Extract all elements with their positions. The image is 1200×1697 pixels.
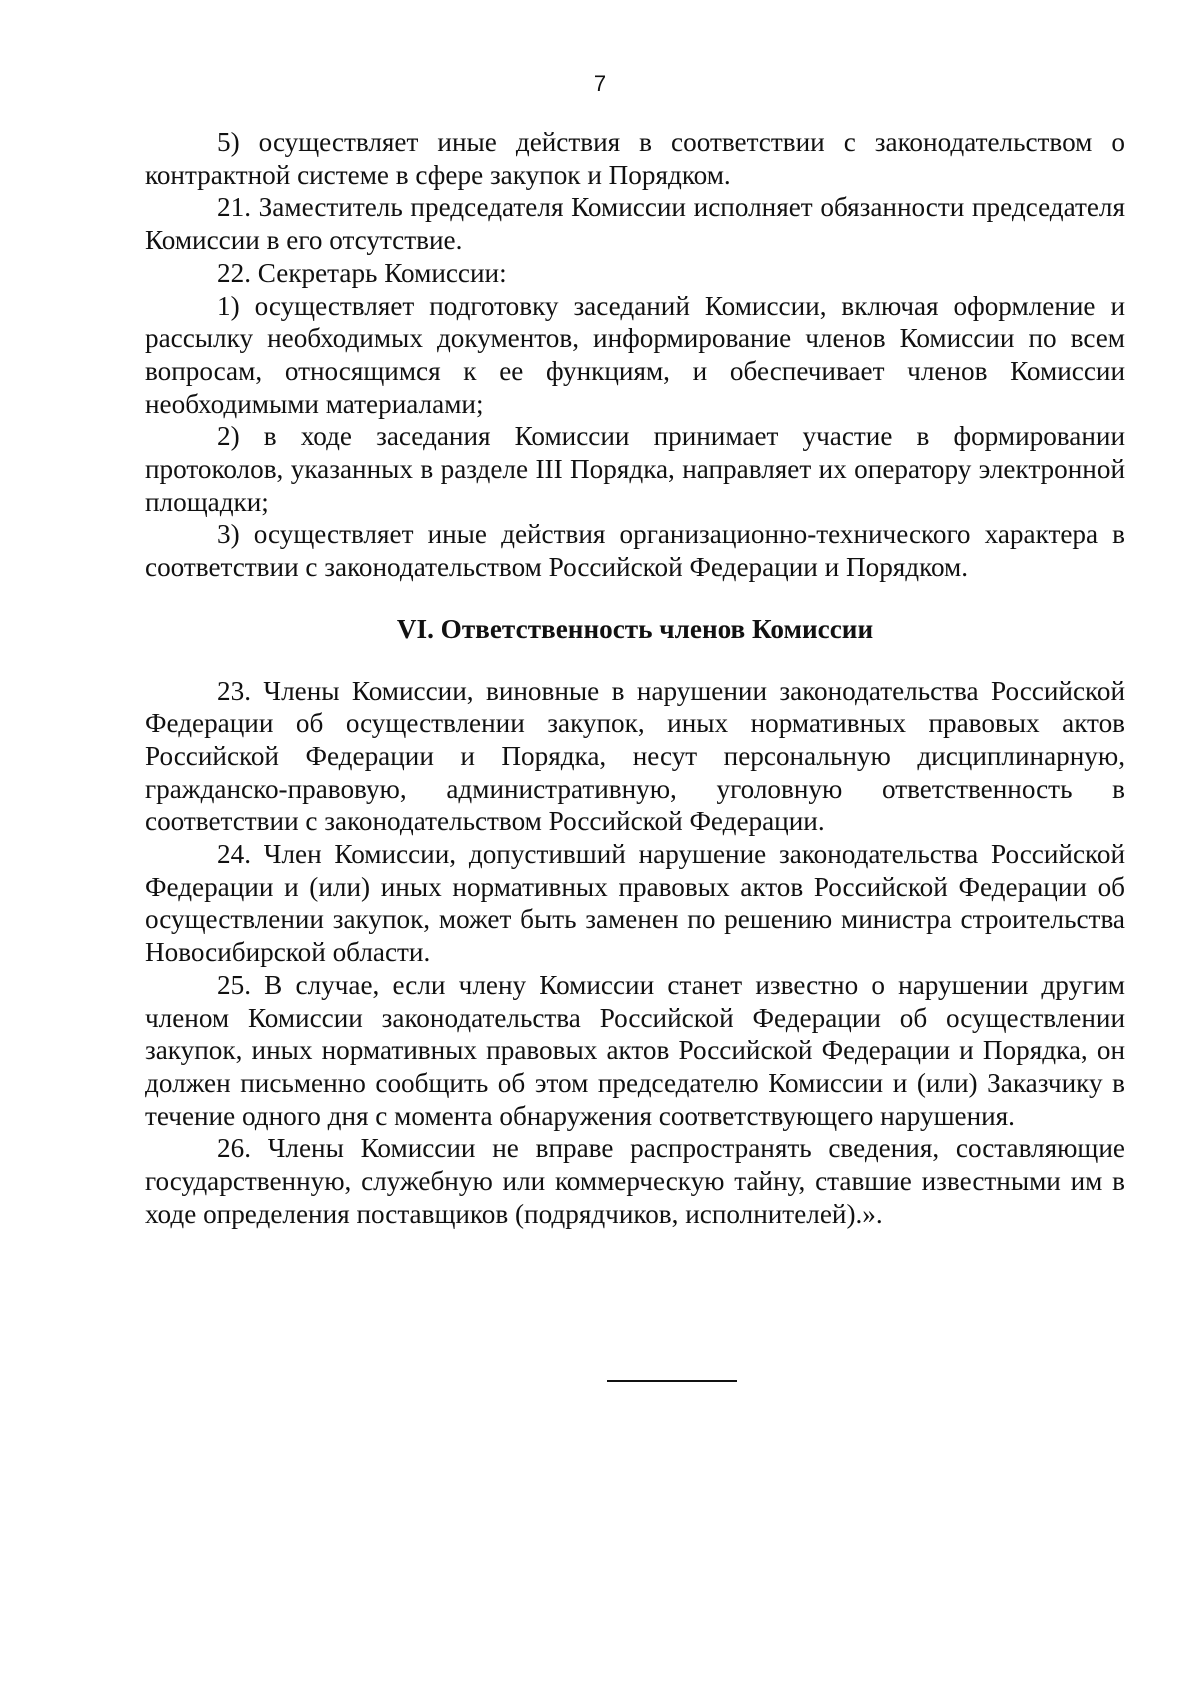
paragraph-22-item-1: 1) осуществляет подготовку заседаний Комиссии, включая оформление и рассылку необходимых документов, информирование членов Комиссии по всем вопросам, относящимся к ее функциям, и обеспечивает членов Комиссии необходимыми материалами; — [145, 290, 1125, 419]
paragraph-25: 25. В случае, если члену Комиссии станет известно о нарушении другим членом Комиссии законодательства Российской Федерации об осуществлении закупок, иных нормативных правовых актов Российской Федерации и Порядка, он должен письменно сообщить об этом председателю Комиссии и (или) Заказчику в течение одного дня с момента обнаружения соответствующего нарушения. — [145, 969, 1125, 1131]
document-body — [145, 126, 1125, 1231]
paragraph-24: 24. Член Комиссии, допустивший нарушение законодательства Российской Федерации и (или) иных нормативных правовых актов Российской Федерации об осуществлении закупок, может быть заменен по решению министра строительства Новосибирской области. — [145, 839, 1125, 968]
paragraph-22-item-2: 2) в ходе заседания Комиссии принимает участие в формировании протоколов, указанных в разделе III Порядка, направляет их оператору электронной площадки; — [145, 421, 1125, 517]
end-divider-line — [607, 1380, 737, 1382]
paragraph-23: 23. Члены Комиссии, виновные в нарушении законодательства Российской Федерации об осуществлении закупок, иных нормативных правовых актов Российской Федерации и Порядка, несут персональную дисциплинарную, гражданско-правовую, административную, уголовную ответственность в соответствии с законодательством Российской Федерации. — [145, 675, 1125, 837]
page-number: 7 — [593, 71, 607, 96]
paragraph-22: 22. Секретарь Комиссии: — [217, 257, 507, 288]
paragraph-26: 26. Члены Комиссии не вправе распространять сведения, составляющие государственную, служебную или коммерческую тайну, ставшие известными им в ходе определения поставщиков (подрядчиков, исполнителей).». — [145, 1133, 1125, 1229]
section-heading: VI. Ответственность членов Комиссии — [396, 613, 874, 644]
paragraph-22-item-3: 3) осуществляет иные действия организационно-технического характера в соответствии с законодательством Российской Федерации и Порядком. — [145, 519, 1125, 583]
paragraph-item-5: 5) осуществляет иные действия в соответствии с законодательством о контрактной системе в сфере закупок и Порядком. — [145, 127, 1125, 190]
paragraph-21: 21. Заместитель председателя Комиссии исполняет обязанности председателя Комиссии в его отсутствие. — [145, 192, 1125, 256]
